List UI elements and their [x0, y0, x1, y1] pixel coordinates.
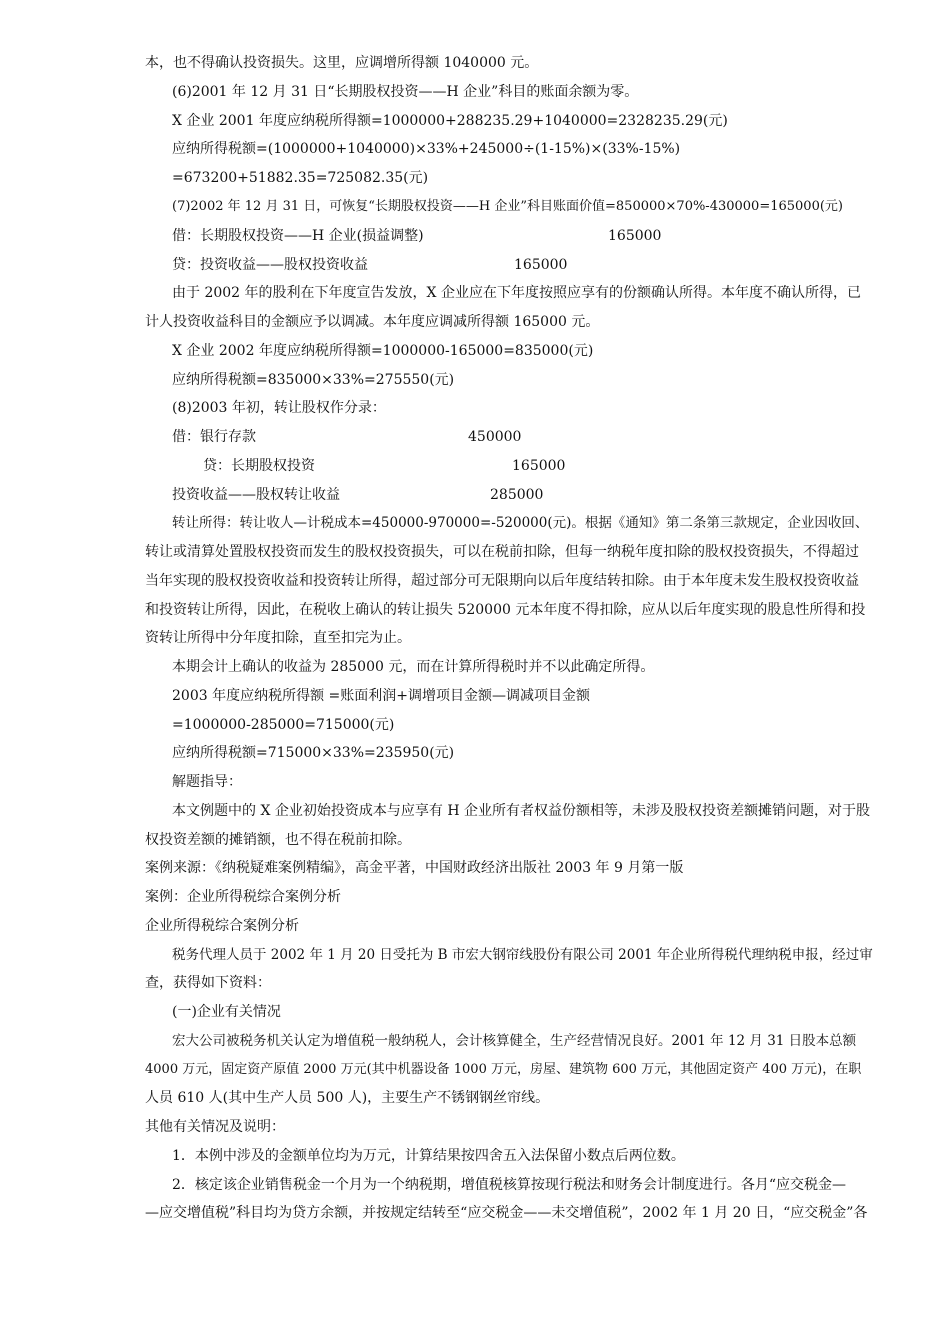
text-line: 人员 610 人(其中生产人员 500 人)，主要生产不锈钢钢丝帘线。	[145, 1090, 550, 1106]
text-line: 和投资转让所得，因此，在税收上确认的转让损失 520000 元本年度不得扣除，应从以后年度实现的股息性所得和投	[145, 602, 866, 618]
text-line: 其他有关情况及说明：	[145, 1119, 285, 1135]
text-line: 本，也不得确认投资损失。这里，应调增所得额 1040000 元。	[145, 55, 539, 71]
text-line: 2003 年度应纳税所得额 =账面利润+调增项目金额—调减项目金额	[172, 688, 590, 704]
text-line: 应纳所得税额=715000×33%=235950(元)	[172, 745, 455, 761]
journal-amount: 285000	[490, 487, 544, 503]
text-line: 4000 万元，固定资产原值 2000 万元(其中机器设备 1000 万元，房屋、建筑物 600 万元，其他固定资产 400 万元)，在职	[145, 1062, 862, 1077]
text-line: 2．核定该企业销售税金一个月为一个纳税期，增值税核算按现行税法和财务会计制度进行。各月“应交税金—	[172, 1177, 847, 1193]
text-line: (7)2002 年 12 月 31 日，可恢复“长期股权投资——H 企业”科目账面价值=850000×70%-430000=165000(元)	[172, 199, 843, 214]
text-line: =673200+51882.35=725082.35(元)	[172, 170, 429, 186]
journal-amount: 165000	[512, 458, 566, 474]
text-line: 案例来源：《纳税疑难案例精编》，高金平著，中国财政经济出版社 2003 年 9 月第一版	[145, 860, 684, 876]
journal-amount: 450000	[468, 429, 522, 445]
text-line: X 企业 2001 年度应纳税所得额=1000000+288235.29+1040000=2328235.29(元)	[172, 113, 728, 129]
text-line: (一)企业有关情况	[172, 1004, 281, 1020]
text-line: 资转让所得中分年度扣除，直至扣完为止。	[145, 630, 411, 646]
text-line: (8)2003 年初，转让股权作分录：	[172, 400, 386, 416]
text-line: —应交增值税”科目均为贷方余额，并按规定结转至“应交税金——未交增值税”，2002 年 1 月 20 日，“应交税金”各	[145, 1205, 868, 1221]
text-line: 本期会计上确认的收益为 285000 元，而在计算所得税时并不以此确定所得。	[172, 659, 655, 675]
text-line: 本文例题中的 X 企业初始投资成本与应享有 H 企业所有者权益份额相等，未涉及股权投资差额摊销问题，对于股	[172, 803, 870, 819]
text-line: X 企业 2002 年度应纳税所得额=1000000-165000=835000(元)	[172, 343, 594, 359]
text-line: 转让或清算处置股权投资而发生的股权投资损失，可以在税前扣除，但每一纳税年度扣除的股权投资损失，不得超过	[145, 544, 859, 560]
journal-credit-line: 贷：投资收益——股权投资收益	[172, 257, 368, 273]
text-line: 税务代理人员于 2002 年 1 月 20 日受托为 B 市宏大钢帘线股份有限公司 2001 年企业所得税代理纳税申报，经过审	[172, 947, 873, 963]
text-line: 1．本例中涉及的金额单位均为万元，计算结果按四舍五入法保留小数点后两位数。	[172, 1148, 685, 1164]
text-line: 宏大公司被税务机关认定为增值税一般纳税人，会计核算健全，生产经营情况良好。2001 年 12 月 31 日股本总额	[172, 1033, 857, 1049]
text-line: 案例：企业所得税综合案例分析	[145, 889, 341, 905]
journal-debit-line: 借：长期股权投资——H 企业(损益调整)	[172, 228, 424, 244]
text-line: 由于 2002 年的股利在下年度宣告发放，X 企业应在下年度按照应享有的份额确认所得。本年度不确认所得，已	[172, 285, 861, 301]
journal-amount: 165000	[514, 257, 568, 273]
text-line: =1000000-285000=715000(元)	[172, 717, 395, 733]
text-line: 应纳所得税额=835000×33%=275550(元)	[172, 372, 455, 388]
section-heading: 企业所得税综合案例分析	[145, 918, 299, 934]
text-line: 解题指导：	[172, 774, 242, 790]
text-line: 查，获得如下资料：	[145, 975, 271, 991]
journal-credit-line: 投资收益——股权转让收益	[172, 487, 340, 503]
text-line: 应纳所得税额=(1000000+1040000)×33%+245000÷(1-15%)×(33%-15%)	[172, 141, 681, 157]
text-line: 计人投资收益科目的金额应予以调减。本年度应调减所得额 165000 元。	[145, 314, 600, 330]
text-line: (6)2001 年 12 月 31 日“长期股权投资——H 企业”科目的账面余额为零。	[172, 84, 639, 100]
text-line: 权投资差额的摊销额，也不得在税前扣除。	[145, 832, 411, 848]
text-line: 当年实现的股权投资收益和投资转让所得，超过部分可无限期向以后年度结转扣除。由于本年度未发生股权投资收益	[145, 573, 859, 589]
journal-debit-line: 借：银行存款	[172, 429, 256, 445]
journal-amount: 165000	[608, 228, 662, 244]
journal-credit-line: 贷：长期股权投资	[203, 458, 315, 474]
text-line: 转让所得：转让收人—计税成本=450000-970000=-520000(元)。根据《通知》第二条第三款规定，企业因收回、	[172, 515, 869, 531]
